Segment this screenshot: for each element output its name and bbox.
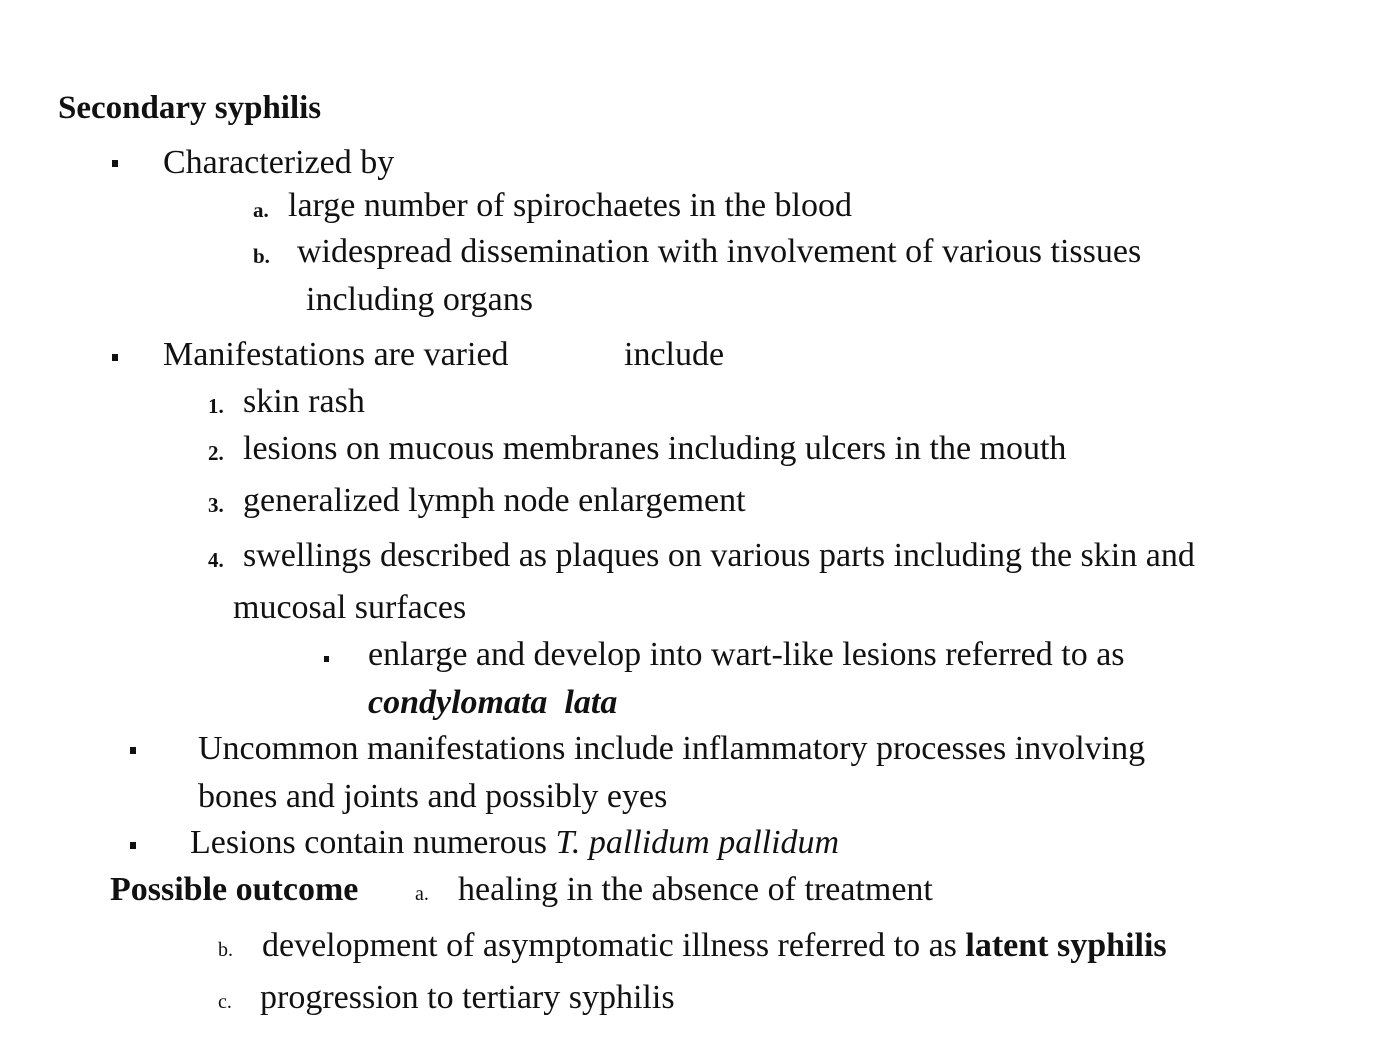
bullet-manifestations-label: Manifestations are varied: [163, 336, 509, 373]
list-marker: b.: [253, 244, 270, 268]
sub-bullet-text: enlarge and develop into wart-like lesions referred to as: [368, 636, 1125, 673]
list-marker: c.: [218, 991, 232, 1013]
list-item: skin rash: [243, 383, 365, 420]
list-item: lesions on mucous membranes including ulcers in the mouth: [243, 430, 1067, 467]
bullet-marker: [130, 747, 136, 754]
list-marker: 1.: [208, 394, 224, 418]
list-marker: 4.: [208, 548, 224, 572]
outcome-label: Possible outcome: [110, 871, 359, 908]
list-marker: a.: [253, 198, 269, 222]
bullet-lesions-text: Lesions contain numerous: [190, 824, 556, 861]
list-item: swellings described as plaques on various parts including the skin and: [243, 537, 1195, 574]
bullet-marker: [112, 160, 118, 167]
bullet-lesions: [190, 823, 839, 863]
list-marker: 3.: [208, 493, 224, 517]
sub-bullet-term: condylomata lata: [368, 684, 618, 721]
list-marker: 2.: [208, 441, 224, 465]
list-marker: a.: [415, 883, 429, 905]
outcome-item-text: development of asymptomatic illness referred to as: [262, 927, 966, 964]
page-title: Secondary syphilis: [58, 90, 322, 126]
list-item: progression to tertiary syphilis: [260, 979, 675, 1016]
bullet-uncommon-line1: Uncommon manifestations include inflammatory processes involving: [198, 730, 1146, 767]
list-item: large number of spirochaetes in the blood: [288, 187, 852, 224]
bullet-uncommon-line2: bones and joints and possibly eyes: [198, 778, 668, 815]
bullet-characterized-label: Characterized by: [163, 144, 395, 181]
organism-name: T. pallidum pallidum: [555, 824, 840, 861]
bullet-marker: [130, 842, 136, 849]
list-item: healing in the absence of treatment: [458, 871, 933, 908]
bullet-marker: [112, 354, 118, 361]
list-item: widespread dissemination with involvement of various tissues: [297, 233, 1142, 270]
list-item: [262, 926, 1167, 966]
bullet-manifestations-tail: include: [624, 336, 725, 373]
list-item-continuation: mucosal surfaces: [233, 589, 467, 626]
list-item: generalized lymph node enlargement: [243, 482, 746, 519]
sub-bullet-marker: [324, 656, 329, 662]
latent-syphilis-term: latent syphilis: [965, 927, 1167, 964]
list-marker: b.: [218, 939, 233, 961]
list-item-continuation: including organs: [306, 281, 533, 318]
